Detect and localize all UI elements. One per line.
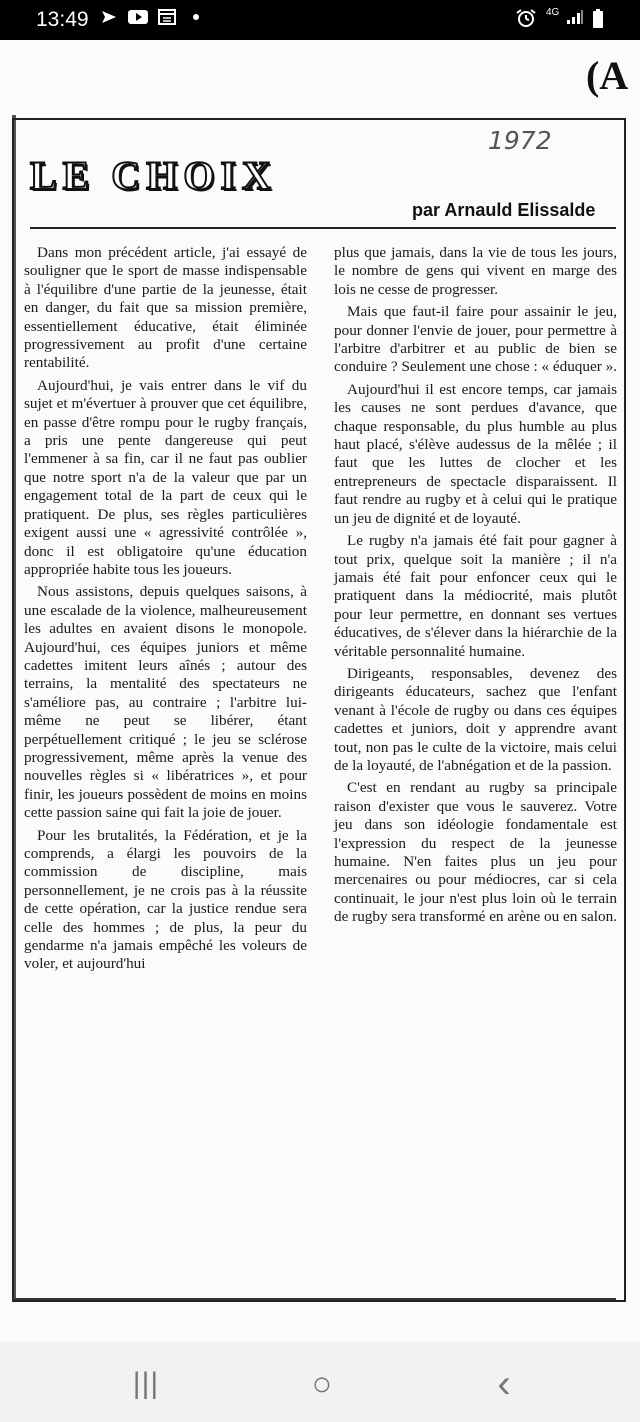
paragraph: Aujourd'hui, je vais entrer dans le vif du sujet et m'évertuer à prouver que cet équilibre, en passe d'être rompu pour le rugby français, a pris une pente dangereuse qui peut l'emmener à sa fin, car il ne faut pas oublier que notre sport n'a de la valeur que par un engagement total de la part de ceux qui le pratiquent. De plus, ses règles particulières exigent aussi une « agressivité contrôlée », donc il est obligatoire qu'une éducation appropriée habite tous les joueurs.: [24, 376, 307, 578]
paragraph: plus que jamais, dans la vie de tous les jours, le nombre de gens qui vivent en marge des lois ne cesse de progresser.: [334, 244, 617, 298]
media-send-icon: [100, 9, 118, 30]
alarm-icon: [516, 9, 536, 32]
article-byline: par Arnauld Elissalde: [412, 200, 596, 220]
recent-apps-button[interactable]: [116, 1364, 176, 1404]
paragraph: Mais que faut-il faire pour assainir le jeu, pour donner l'envie de jouer, pour permettre à l'arbitre d'arbitrer et au public de bien se conduire ? Seulement une chose : « éduquer ».: [334, 303, 617, 376]
article-title: LE CHOIX: [30, 153, 277, 198]
title-rule: [30, 227, 616, 229]
article-column-1: [24, 244, 307, 978]
back-button[interactable]: [474, 1364, 534, 1404]
paragraph: Dirigeants, responsables, devenez des dirigeants éducateurs, sachez que l'enfant venant à l'école de rugby ou dans ces équipes cadettes et juniors, doit y apprendre avant tout, non pas le culte de la victoire, mais celui de la loyauté, de l'abnégation et de la passion.: [334, 664, 617, 774]
network-label: 4G: [546, 7, 560, 18]
recent-apps-icon: |||: [132, 1367, 160, 1400]
youtube-icon: [128, 9, 148, 30]
bottom-rule: [12, 1298, 616, 1300]
calendar-icon: [158, 9, 176, 30]
article-column-2: [334, 244, 617, 931]
paragraph: Pour les brutalités, la Fédération, et je la comprends, a élargi les pouvoirs de la commission de discipline, mais personnellement, je ne crois pas à la réussite de cette opération, car la justice rendue sera celle des hommes ; de plus, la peur du gendarme n'a jamais empêché les voleurs de voler, et aujourd'hui: [24, 826, 307, 973]
back-icon: ‹: [497, 1362, 511, 1406]
home-button[interactable]: [292, 1364, 352, 1404]
battery-icon: [592, 9, 604, 34]
android-nav-bar: [0, 1342, 640, 1422]
corner-fragment: (A: [586, 53, 629, 98]
paragraph: Le rugby n'a jamais été fait pour gagner à tout prix, quelque soit la manière ; il n'a jamais été fait pour enfoncer ceux qui le pratiquent dans la médiocrité, mais plutôt pour leur permettre, en donnant ses vertues éducatives, de s'élever dans la hiérarchie de la véritable personnalité humaine.: [334, 532, 617, 660]
status-time: 13:49: [36, 8, 89, 31]
home-icon: ○: [311, 1365, 333, 1403]
paragraph: Dans mon précédent article, j'ai essayé de souligner que le sport de masse indispensable à l'équilibre d'une partie de la jeunesse, était en danger, du fait que sa mission première, essentiellement éducative, était éliminée progressivement au profit d'une certaine rentabilité.: [24, 244, 307, 372]
paragraph: Aujourd'hui il est encore temps, car jamais les causes ne sont perdues d'avance, que chaque responsable, du plus humble au plus haut placé, s'élève audessus de la mêlée ; il faut que les luttes de clocher et les entrepreneurs de spectacle disparaissent. Il faut rendre au rugby et à celui qui le pratique un jeu de dignité et de loyauté.: [334, 380, 617, 527]
paragraph: Nous assistons, depuis quelques saisons, à une escalade de la violence, malheureusement les adultes en avaient disons le monopole. Aujourd'hui, ces équipes juniors et même cadettes imitent leurs aînés ; autour des terrains, la mentalité des spectateurs ne s'améliore pas, au contraire ; l'arbitre lui-même ne peut se libérer, étant perpétuellement critiqué ; le jeu se sclérose progressivement, même après la venue des nouvelles règles si « libératrices », et pour finir, les joueurs possèdent de moins en moins cette passion saine qui fait la joie de jouer.: [24, 583, 307, 822]
dot-icon: [192, 9, 200, 30]
status-bar: [0, 0, 640, 40]
handwritten-year: 1972: [488, 126, 552, 155]
signal-icon: [566, 9, 584, 30]
paragraph: C'est en rendant au rugby sa principale raison d'exister que vous le sauverez. Votre jeu dans son idéologie fondamentale est l'expression du respect de la jeunesse humaine. N'en faites plus un jeu pour mercenaires ou pour médiocres, car si cela continuait, le jour n'est plus loin où le terrain de rugby sera transformé en arène ou en salon.: [334, 779, 617, 926]
